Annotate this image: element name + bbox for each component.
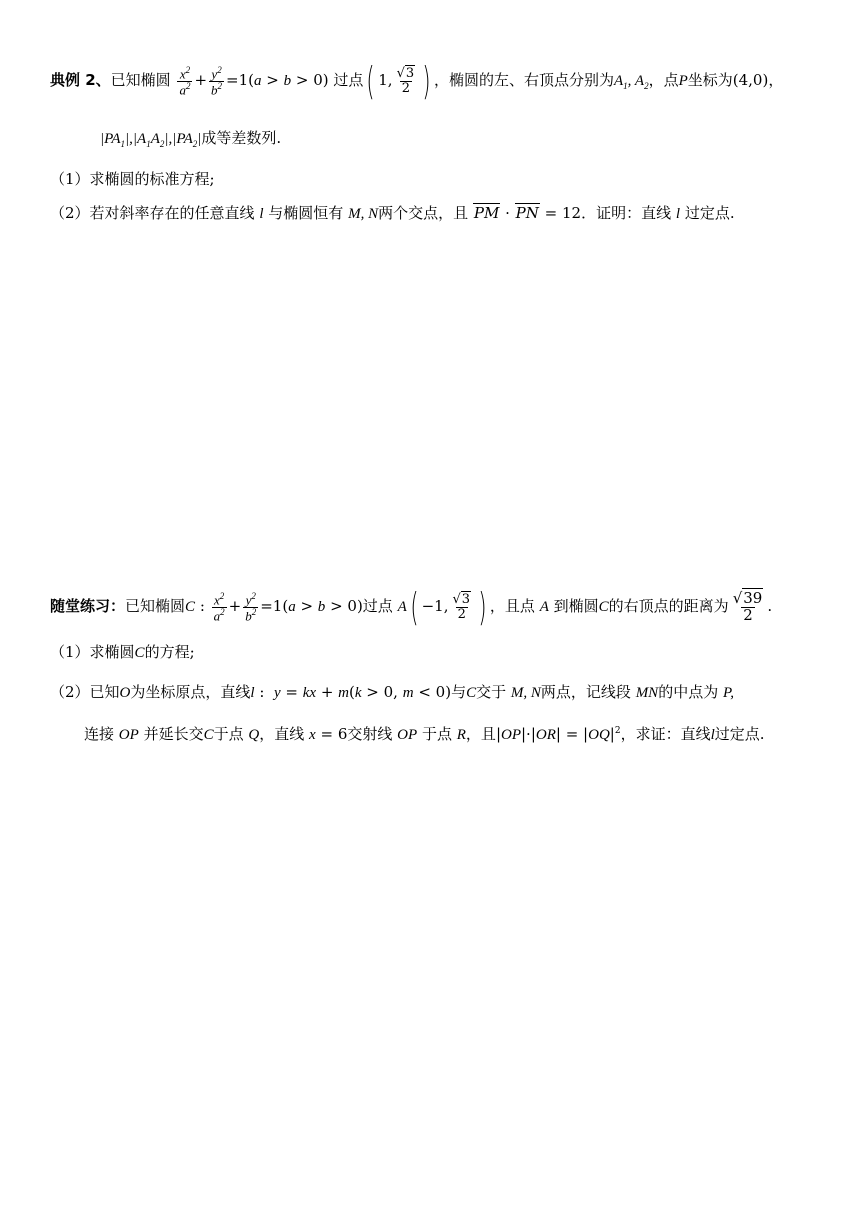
pq2-l: 于点 <box>421 725 452 743</box>
example-line-1 <box>50 59 784 103</box>
q2-text-a: （2）若对斜率存在的任意直线 <box>50 204 255 222</box>
example-line1-end: ， <box>768 71 784 89</box>
example-text-1c: ，椭圆的左、右顶点分别为 <box>433 71 614 89</box>
practice-question-2-line-1 <box>50 685 734 701</box>
ellipse-equation: $\frac{x^2}{a^2}$ + $\frac{y^2}{b^2}$ =1(a > b > 0) <box>179 64 334 97</box>
origin-o: O <box>119 685 131 701</box>
practice-label: 随堂练习： <box>50 597 126 615</box>
p-coord: (4,0) <box>732 71 769 89</box>
pq2-i: 于点 <box>213 725 244 743</box>
q2-text-d: ．证明：直线 <box>581 204 672 222</box>
pq2-c: 与 <box>451 683 467 701</box>
point-r: R <box>456 727 466 743</box>
pq2-n: ，求证：直线 <box>620 725 711 743</box>
practice-text-1a: 已知椭圆 <box>125 597 186 615</box>
practice-text-1d: 到椭圆 <box>553 597 599 615</box>
pq2-g: 连接 <box>84 725 115 743</box>
pq2-e: 两点，记线段 <box>540 683 631 701</box>
line-l-2: l <box>675 206 681 222</box>
curve-c: C <box>466 685 477 701</box>
line-l-3: l <box>710 727 715 743</box>
point-q: Q <box>248 727 260 743</box>
example-question-2 <box>50 206 735 222</box>
example-text-1a: 已知椭圆 <box>110 71 171 89</box>
points-m-n: M, N <box>510 685 541 701</box>
practice-ellipse-equation: $\frac{x^2}{a^2}$ + $\frac{y^2}{b^2}$ =1(a > b > 0) <box>213 590 363 623</box>
ellipse-c-2: C <box>598 599 609 615</box>
q2-text-c: 两个交点，且 <box>378 204 469 222</box>
pq2-a: （2）已知 <box>50 683 120 701</box>
example-text-2: 成等差数列. <box>201 129 282 147</box>
example-text-1e: 坐标为 <box>687 71 733 89</box>
q2-text-e: 过定点. <box>684 204 735 222</box>
example-text-1b: 过点 <box>333 71 364 89</box>
line-equation: l : y = kx + m(k > 0, m < 0) <box>250 683 452 701</box>
practice-question-1: （1）求椭圆C的方程; <box>50 643 195 661</box>
ellipse-c: C <box>185 599 196 615</box>
curve-c-2: C <box>203 727 214 743</box>
example-label: 典例 2、 <box>50 71 111 89</box>
pq2-b: 为坐标原点，直线 <box>130 683 251 701</box>
practice-question-2-line-2: 连接 OP 并延长交C于点 Q，直线 x = 6交射线 OP 于点 R，且$|OP|\cdot|OR| = |OQ|^2$，求证：直线l过定点. <box>84 725 765 743</box>
points-mn: M, N <box>348 206 379 222</box>
p-name: P <box>678 73 688 89</box>
pq2-k: 交射线 <box>347 725 393 743</box>
vertices-label: $A_1$, $A_2$ <box>613 73 649 91</box>
line-l: l <box>259 206 264 222</box>
pq2-m: ，且 <box>465 725 496 743</box>
example-line-2 <box>100 131 281 149</box>
example-text-1d: ，点 <box>648 71 679 89</box>
line-x6: x <box>309 727 316 743</box>
given-point: ( 1, $\frac{√3}{2}$ ) <box>366 59 431 103</box>
example-question-1: （1）求椭圆的标准方程; <box>50 170 215 188</box>
pq2-f: 的中点为 <box>658 683 719 701</box>
length-condition: $|OP|\cdot|OR| = |OQ|^2$ <box>495 725 621 743</box>
op-1: OP <box>118 727 139 743</box>
q2-text-b: 与椭圆恒有 <box>268 204 344 222</box>
practice-point: A( −1, $\frac{√3}{2}$ ) <box>397 585 487 629</box>
segment-mn: MN <box>635 685 659 701</box>
point-a: A <box>539 599 549 615</box>
vector-condition: PM · PN = 12 <box>473 204 582 222</box>
pq2-h: 并延长交 <box>143 725 204 743</box>
practice-line-1: 随堂练习：已知椭圆C : $\frac{x^2}{a^2}$ + $\frac{y^2}{b^2}$ =1(a > b > 0)过点 A( −1, $\frac{√3}{2}$ ) ，且点 A 到椭圆C的右顶点的距离为 $\frac{√39}{2}$ . <box>50 585 773 629</box>
pq2-j: ，直线 <box>259 725 305 743</box>
distance-terms: $|PA_1|,|A_1A_2|,|PA_2|$ <box>100 131 202 149</box>
practice-text-1b: 过点 <box>362 597 393 615</box>
distance-value: $\frac{√39}{2}$ <box>732 588 763 624</box>
practice-text-1c: ，且点 <box>489 597 535 615</box>
pq2-o: 过定点. <box>714 725 765 743</box>
pq2-d: 交于 <box>476 683 507 701</box>
op-2: OP <box>397 727 418 743</box>
midpoint-p: P, <box>722 685 734 701</box>
practice-text-1e: 的右顶点的距离为 <box>608 597 729 615</box>
